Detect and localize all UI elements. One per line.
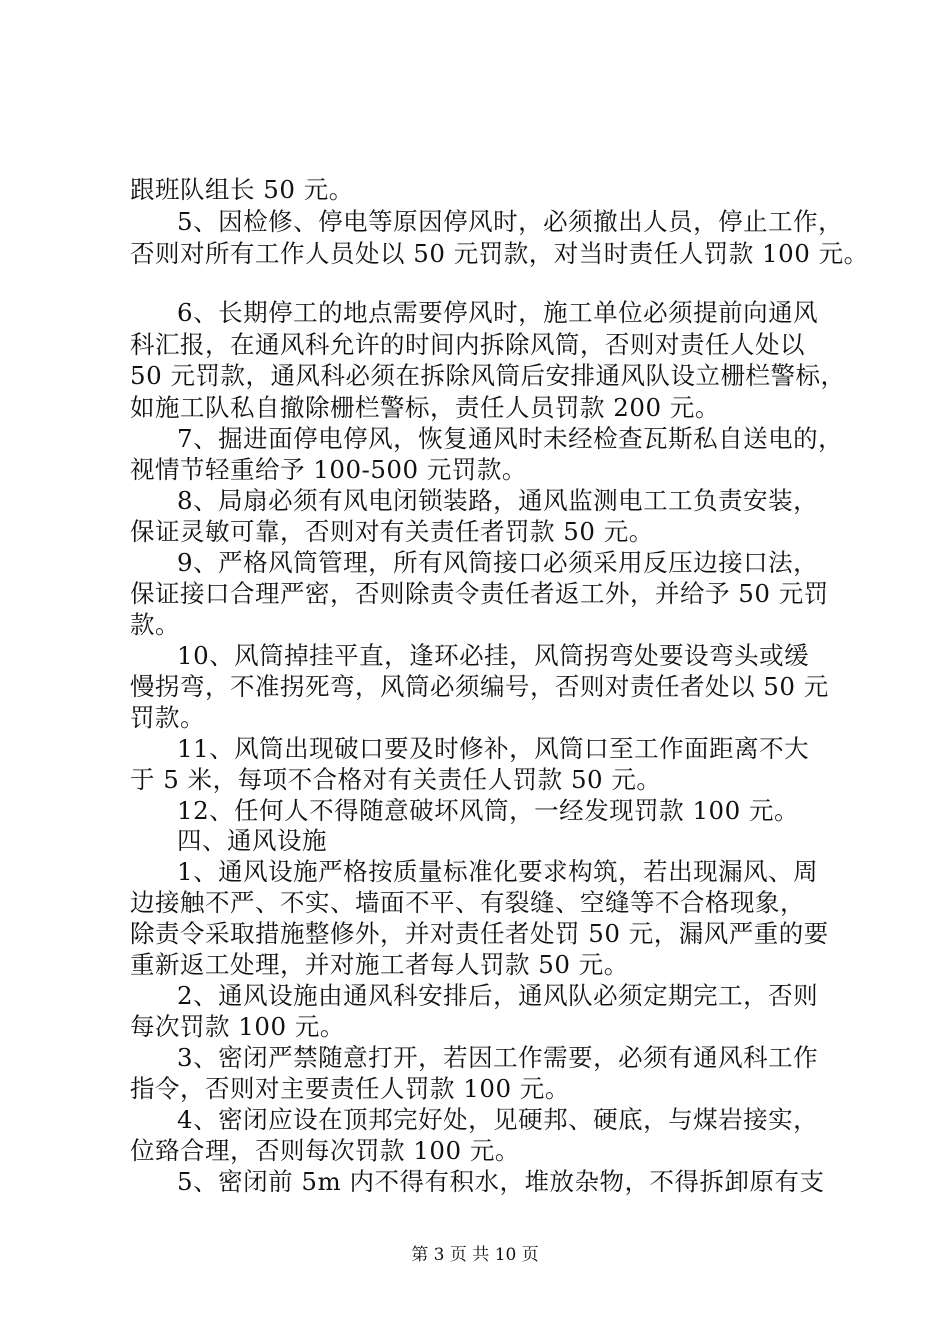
text-line: 于 5 米，每项不合格对有关责任人罚款 50 元。	[130, 765, 662, 794]
text-line: 边接触不严、不实、墙面不平、有裂缝、空缝等不合格现象，	[130, 888, 805, 917]
text-line: 保证接口合理严密，否则除责令责任者返工外，并给予 50 元罚	[130, 579, 829, 608]
text-line: 4、密闭应设在顶邦完好处，见硬邦、硬底，与煤岩接实，	[177, 1105, 819, 1134]
text-line: 每次罚款 100 元。	[130, 1012, 345, 1041]
text-line: 款。	[130, 610, 180, 639]
text-line: 8、局扇必须有风电闭锁装路，通风监测电工工负责安装，	[177, 486, 819, 515]
section-heading: 四、通风设施	[177, 826, 327, 855]
text-line: 50 元罚款，通风科必须在拆除风筒后安排通风队设立栅栏警标，	[130, 361, 846, 390]
text-line: 10、风筒掉挂平直，逢环必挂，风筒拐弯处要设弯头或缓	[177, 641, 810, 670]
text-line: 科汇报，在通风科允许的时间内拆除风筒，否则对责任人处以	[130, 330, 805, 359]
text-line: 7、掘进面停电停风，恢复通风时未经检查瓦斯私自送电的，	[177, 424, 844, 453]
text-line: 1、通风设施严格按质量标准化要求构筑，若出现漏风、周	[177, 857, 819, 886]
text-line: 2、通风设施由通风科安排后，通风队必须定期完工，否则	[177, 981, 819, 1010]
text-line: 9、严格风筒管理，所有风筒接口必须采用反压边接口法，	[177, 548, 819, 577]
text-line: 重新返工处理，并对施工者每人罚款 50 元。	[130, 950, 629, 979]
text-line: 3、密闭严禁随意打开，若因工作需要，必须有通风科工作	[177, 1043, 819, 1072]
text-line: 除责令采取措施整修外，并对责任者处罚 50 元，漏风严重的要	[130, 919, 829, 948]
text-line: 11、风筒出现破口要及时修补，风筒口至工作面距离不大	[177, 734, 810, 763]
text-line: 5、密闭前 5m 内不得有积水，堆放杂物，不得拆卸原有支	[177, 1167, 825, 1196]
text-line: 保证灵敏可靠，否则对有关责任者罚款 50 元。	[130, 517, 654, 546]
text-line: 跟班队组长 50 元。	[130, 175, 354, 204]
text-line: 12、任何人不得随意破坏风筒，一经发现罚款 100 元。	[177, 796, 800, 825]
page-number-footer: 第 3 页 共 10 页	[411, 1245, 539, 1265]
text-line: 否则对所有工作人员处以 50 元罚款，对当时责任人罚款 100 元。	[130, 239, 869, 268]
text-line: 位臵合理，否则每次罚款 100 元。	[130, 1136, 520, 1165]
text-line: 指令，否则对主要责任人罚款 100 元。	[130, 1074, 570, 1103]
text-line: 如施工队私自撤除栅栏警标，责任人员罚款 200 元。	[130, 393, 720, 422]
text-line: 6、长期停工的地点需要停风时，施工单位必须提前向通风	[177, 298, 819, 327]
text-line: 5、因检修、停电等原因停风时，必须撤出人员，停止工作，	[177, 207, 844, 236]
text-line: 慢拐弯，不准拐死弯，风筒必须编号，否则对责任者处以 50 元	[130, 672, 829, 701]
text-line: 视情节轻重给予 100-500 元罚款。	[130, 455, 527, 484]
text-line: 罚款。	[130, 703, 205, 732]
